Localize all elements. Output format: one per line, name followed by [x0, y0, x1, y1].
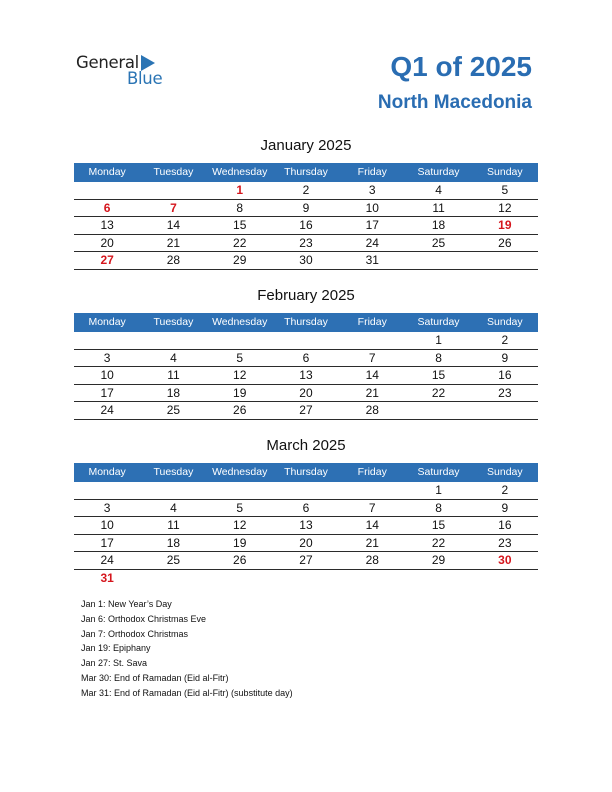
day-cell: 17 [100, 535, 114, 550]
empty-day-cell [74, 482, 140, 499]
week-row [74, 535, 538, 553]
week-row [74, 252, 538, 270]
day-cell: 12 [498, 200, 512, 215]
day-cell: 24 [100, 403, 114, 417]
holiday-note: Jan 1: New Year’s Day [81, 599, 172, 609]
month-title: January 2025 [260, 137, 352, 154]
day-cell: 3 [103, 500, 111, 515]
day-cell: 28 [166, 253, 181, 267]
holiday-note: Jan 6: Orthodox Christmas Eve [81, 613, 207, 624]
day-cell: 10 [100, 518, 114, 532]
day-cell: 14 [365, 368, 379, 382]
week-row [74, 182, 538, 200]
day-cell: 6 [302, 350, 310, 365]
day-cell: 27 [299, 403, 313, 417]
weekday-header: Thursday [284, 316, 328, 328]
weekday-header: Friday [357, 316, 387, 328]
day-cell: 28 [365, 553, 379, 567]
weekday-header: Wednesday [212, 166, 268, 178]
day-cell: 21 [365, 535, 379, 550]
day-cell: 31 [100, 570, 114, 585]
day-cell: 23 [498, 385, 512, 400]
day-cell: 17 [365, 218, 379, 232]
day-cell: 15 [431, 368, 446, 382]
holiday-notes [81, 597, 293, 701]
empty-day-cell [140, 332, 206, 349]
day-cell: 6 [103, 200, 111, 215]
empty-day-cell [140, 182, 206, 199]
day-cell: 13 [299, 518, 313, 532]
day-cell: 5 [501, 183, 509, 197]
day-cell: 10 [100, 368, 114, 382]
weekday-header: Monday [88, 166, 126, 178]
day-cell: 16 [299, 218, 313, 232]
day-cell: 11 [167, 518, 180, 532]
logo [76, 52, 176, 92]
empty-day-cell [472, 252, 538, 269]
day-cell: 18 [431, 218, 446, 232]
day-cell: 5 [236, 500, 244, 515]
day-cell: 30 [498, 553, 512, 567]
day-cell: 27 [299, 553, 313, 567]
week-row [74, 570, 538, 588]
country-title: North Macedonia [377, 92, 532, 113]
logo-text-blue: Blue [127, 69, 163, 88]
weekday-header: Thursday [284, 166, 328, 178]
day-cell: 11 [432, 200, 445, 215]
empty-day-cell [339, 570, 405, 588]
holiday-note: Mar 31: End of Ramadan (Eid al-Fitr) (substitute day) [81, 687, 293, 698]
day-cell: 13 [299, 368, 313, 382]
day-cell: 23 [299, 235, 313, 250]
day-cell: 21 [365, 385, 379, 400]
day-cell: 22 [233, 235, 247, 250]
empty-day-cell [405, 570, 471, 588]
day-cell: 23 [498, 535, 512, 550]
empty-day-cell [339, 482, 405, 499]
holiday-note: Mar 30: End of Ramadan (Eid al-Fitr) [81, 672, 229, 683]
weekday-header: Tuesday [153, 166, 194, 178]
weekday-header: Monday [88, 466, 126, 478]
empty-day-cell [207, 482, 273, 499]
weekday-header: Sunday [487, 466, 523, 478]
day-cell: 19 [233, 385, 247, 400]
day-cell: 15 [431, 518, 446, 532]
day-cell: 30 [299, 253, 313, 267]
empty-day-cell [405, 402, 471, 419]
day-cell: 3 [103, 350, 111, 365]
weekday-header: Thursday [284, 466, 328, 478]
week-row [74, 385, 538, 403]
week-row [74, 217, 538, 235]
day-cell: 1 [435, 333, 442, 347]
empty-day-cell [472, 402, 538, 419]
month-title: March 2025 [266, 437, 346, 454]
weekday-header: Sunday [487, 166, 523, 178]
day-cell: 7 [170, 200, 177, 215]
empty-day-cell [207, 570, 273, 588]
day-cell: 20 [100, 235, 114, 250]
empty-day-cell [273, 570, 339, 588]
day-cell: 22 [431, 385, 446, 400]
day-cell: 8 [435, 350, 442, 365]
day-cell: 28 [365, 403, 379, 417]
day-cell: 2 [302, 183, 310, 197]
day-cell: 13 [100, 218, 114, 232]
empty-day-cell [273, 482, 339, 499]
weekday-header: Saturday [417, 166, 460, 178]
month-calendar-february [74, 287, 538, 420]
day-cell: 14 [166, 218, 181, 232]
day-cell: 16 [498, 518, 512, 532]
weekday-header: Sunday [487, 316, 523, 328]
week-row [74, 332, 538, 350]
month-calendar-march [74, 437, 538, 587]
day-cell: 2 [501, 483, 509, 497]
empty-day-cell [472, 570, 538, 588]
holiday-note: Jan 7: Orthodox Christmas [81, 628, 189, 639]
weekday-header: Saturday [417, 316, 460, 328]
day-cell: 25 [431, 235, 446, 250]
month-title: February 2025 [257, 287, 355, 304]
weekday-header: Friday [357, 166, 387, 178]
day-cell: 12 [233, 368, 247, 382]
empty-day-cell [74, 332, 140, 349]
day-cell: 29 [431, 553, 446, 567]
day-cell: 14 [365, 518, 379, 532]
day-cell: 1 [435, 483, 442, 497]
weekday-header: Wednesday [212, 316, 268, 328]
day-cell: 5 [236, 350, 244, 365]
day-cell: 4 [170, 500, 177, 515]
day-cell: 19 [498, 218, 512, 232]
day-cell: 20 [299, 535, 313, 550]
week-row [74, 552, 538, 570]
day-cell: 12 [233, 518, 247, 532]
empty-day-cell [405, 252, 471, 269]
day-cell: 17 [100, 385, 114, 400]
empty-day-cell [74, 182, 140, 199]
day-cell: 16 [498, 368, 512, 382]
day-cell: 4 [170, 350, 177, 365]
weekday-header: Wednesday [212, 466, 268, 478]
week-row [74, 350, 538, 368]
empty-day-cell [339, 332, 405, 349]
day-cell: 8 [435, 500, 442, 515]
holiday-note: Jan 19: Epiphany [81, 643, 151, 654]
weekday-header: Tuesday [153, 466, 194, 478]
weekday-header-row [74, 313, 538, 332]
day-cell: 27 [100, 253, 114, 267]
weekday-header: Tuesday [153, 316, 194, 328]
week-row [74, 402, 538, 420]
empty-day-cell [140, 482, 206, 499]
empty-day-cell [273, 332, 339, 349]
day-cell: 3 [368, 183, 376, 197]
day-cell: 26 [233, 553, 247, 567]
day-cell: 20 [299, 385, 313, 400]
day-cell: 9 [501, 350, 509, 365]
day-cell: 9 [302, 200, 310, 215]
day-cell: 2 [501, 333, 509, 347]
day-cell: 26 [233, 403, 247, 417]
day-cell: 26 [498, 235, 512, 250]
month-calendar-january [74, 137, 538, 270]
day-cell: 29 [233, 253, 247, 267]
day-cell: 6 [302, 500, 310, 515]
week-row [74, 235, 538, 253]
day-cell: 7 [368, 500, 376, 515]
page-title: Q1 of 2025 [390, 51, 532, 82]
weekday-header: Friday [357, 466, 387, 478]
day-cell: 19 [233, 535, 247, 550]
empty-day-cell [140, 570, 206, 588]
logo-text-general: General [76, 53, 139, 72]
day-cell: 21 [166, 235, 181, 250]
week-row [74, 482, 538, 500]
day-cell: 4 [435, 183, 442, 197]
weekday-header-row [74, 163, 538, 182]
weekday-header-row [74, 463, 538, 482]
weekday-header: Monday [88, 316, 126, 328]
day-cell: 25 [166, 403, 181, 417]
day-cell: 1 [236, 183, 244, 197]
week-row [74, 200, 538, 218]
week-row [74, 517, 538, 535]
week-row [74, 500, 538, 518]
day-cell: 7 [368, 350, 376, 365]
day-cell: 15 [233, 218, 247, 232]
day-cell: 31 [365, 253, 379, 267]
day-cell: 22 [431, 535, 446, 550]
day-cell: 9 [501, 500, 509, 515]
holiday-note: Jan 27: St. Sava [81, 658, 148, 669]
weekday-header: Saturday [417, 466, 460, 478]
day-cell: 24 [365, 235, 379, 250]
day-cell: 25 [166, 553, 181, 567]
day-cell: 8 [236, 200, 244, 215]
day-cell: 10 [365, 200, 379, 215]
day-cell: 18 [166, 385, 181, 400]
day-cell: 18 [166, 535, 181, 550]
empty-day-cell [207, 332, 273, 349]
day-cell: 11 [167, 368, 180, 382]
day-cell: 24 [100, 553, 114, 567]
week-row [74, 367, 538, 385]
